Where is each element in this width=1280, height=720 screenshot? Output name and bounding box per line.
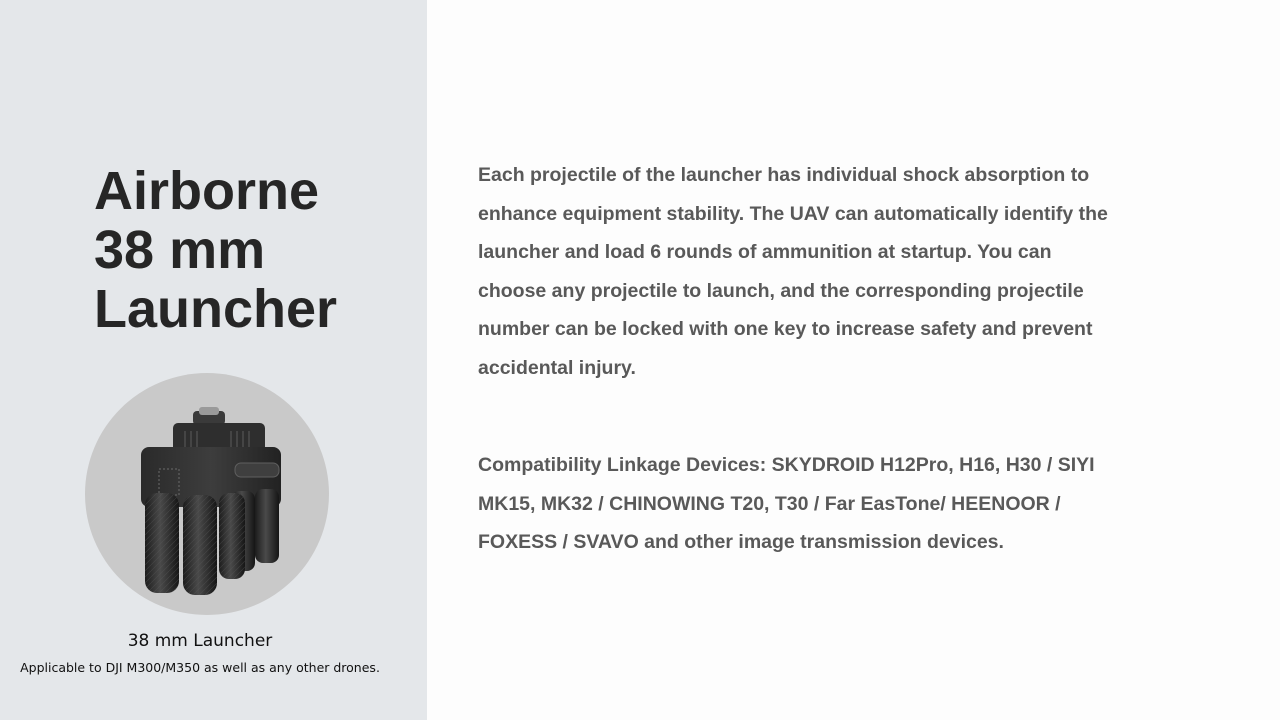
left-panel [0,0,427,720]
compatibility-line: FOXESS / SVAVO and other image transmission devices. [478,531,1004,553]
title-line-2: 38 mm [94,220,266,280]
compatibility-line: MK15, MK32 / CHINOWING T20, T30 / Far EasTone/ HEENOOR / [478,492,1061,515]
description-paragraph [478,156,1183,387]
description-line: launcher and load 6 rounds of ammunition at startup. You can [478,241,1052,263]
page-title [94,162,337,339]
compatibility-paragraph [478,446,1183,562]
description-line: enhance equipment stability. The UAV can automatically identify the [478,202,1108,225]
product-image [85,373,329,615]
description-line: accidental injury. [478,356,636,379]
product-name: 38 mm Launcher [127,631,273,651]
compatibility-line: Compatibility Linkage Devices: SKYDROID H12Pro, H16, H30 / SIYI [478,454,1095,476]
title-line-1: Airborne [94,161,320,221]
title-line-3: Launcher [94,279,338,339]
description-line: Each projectile of the launcher has individual shock absorption to [478,164,1090,186]
description-line: number can be locked with one key to increase safety and prevent [478,318,1093,340]
launcher-product-icon [85,373,329,615]
description-line: choose any projectile to launch, and the corresponding projectile [478,279,1084,302]
product-applicability: Applicable to DJI M300/M350 as well as any other drones. [20,660,380,675]
